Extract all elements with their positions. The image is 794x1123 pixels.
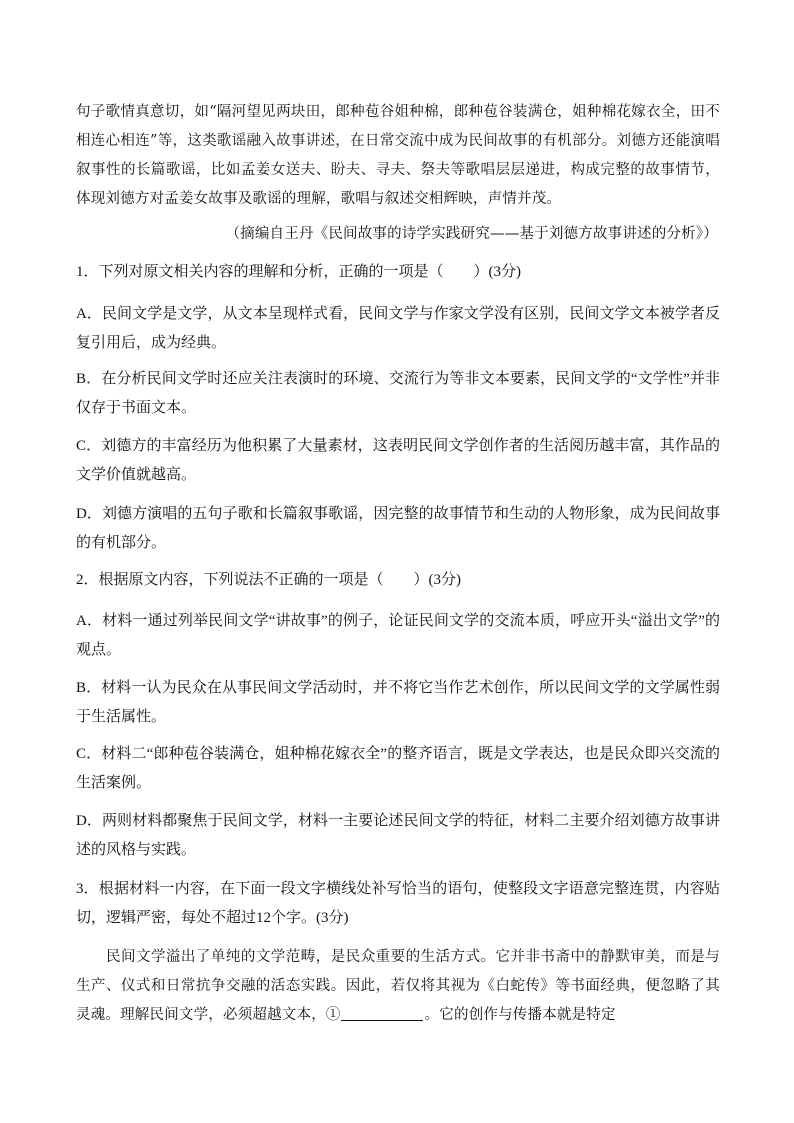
question-1-option-b: B．在分析民间文学时还应关注表演时的环境、交流行为等非文本要素，民间文学的“文学性”并非仅存于书面文本。 — [76, 371, 720, 416]
question-2-stem: 2．根据原文内容，下列说法不正确的一项是（ ）(3分) — [76, 572, 461, 588]
passage-ending: 句子歌情真意切，如“隔河望见两块田，郎种苞谷姐种棉，郎种苞谷装满仓，姐种棉花嫁衣全，田不相连心相连”等，这类歌谣融入故事讲述，在日常交流中成为民间故事的有机部分。刘德方还能演唱叙事性的长篇歌谣，比如孟姜女送夫、盼夫、寻夫、祭夫等歌唱层层递进，构成完整的故事情节，体现刘德方对孟姜女故事及歌谣的理解，歌唱与叙述交相辉映，声情并茂。 — [76, 104, 720, 207]
question-2-option-c: C．材料二“郎种苞谷装满仓，姐种棉花嫁衣全”的整齐语言，既是文学表达，也是民众即兴交流的生活案例。 — [76, 746, 720, 791]
question-3-passage-before-blank: 民间文学溢出了单纯的文学范畴，是民众重要的生活方式。它并非书斋中的静默审美，而是与生产、仪式和日常抗争交融的活态实践。因此，若仅将其视为《白蛇传》等书面经典，便忽略了其灵魂。理解民间文学，必须超越文本， — [76, 949, 720, 1023]
question-3-passage-after-blank: 。它的创作与传播本就是特定 — [424, 1007, 616, 1023]
question-2-option-b: B．材料一认为民众在从事民间文学活动时，并不将它当作艺术创作，所以民间文学的文学属性弱于生活属性。 — [76, 680, 720, 725]
answer-blank-1[interactable] — [341, 1004, 423, 1021]
blank-marker-1: ① — [325, 1007, 341, 1023]
question-2-option-a: A．材料一通过列举民间文学“讲故事”的例子，论证民间文学的交流本质，呼应开头“溢出文学”的观点。 — [76, 613, 720, 658]
question-3-passage — [76, 943, 720, 1030]
question-1-stem: 1．下列对原文相关内容的理解和分析，正确的一项是（ ）(3分) — [76, 264, 521, 280]
question-2-option-d: D．两则材料都聚焦于民间文学，材料一主要论述民间文学的特征，材料二主要介绍刘德方故事讲述的风格与实践。 — [76, 813, 720, 858]
question-3-stem: 3．根据材料一内容，在下面一段文字横线处补写恰当的语句，使整段文字语意完整连贯，内容贴切，逻辑严密，每处不超过12个字。(3分) — [76, 881, 720, 926]
question-1-option-c: C．刘德方的丰富经历为他积累了大量素材，这表明民间文学创作者的生活阅历越丰富，其作品的文学价值就越高。 — [76, 438, 720, 483]
question-1-option-a: A．民间文学是文学，从文本呈现样式看，民间文学与作家文学没有区别，民间文学文本被学者反复引用后，成为经典。 — [76, 306, 720, 351]
question-1-option-d: D．刘德方演唱的五句子歌和长篇叙事歌谣，因完整的故事情节和生动的人物形象，成为民间故事的有机部分。 — [76, 506, 720, 551]
source-citation: （摘编自王丹《民间故事的诗学实践研究——基于刘德方故事讲述的分析》） — [225, 226, 718, 242]
